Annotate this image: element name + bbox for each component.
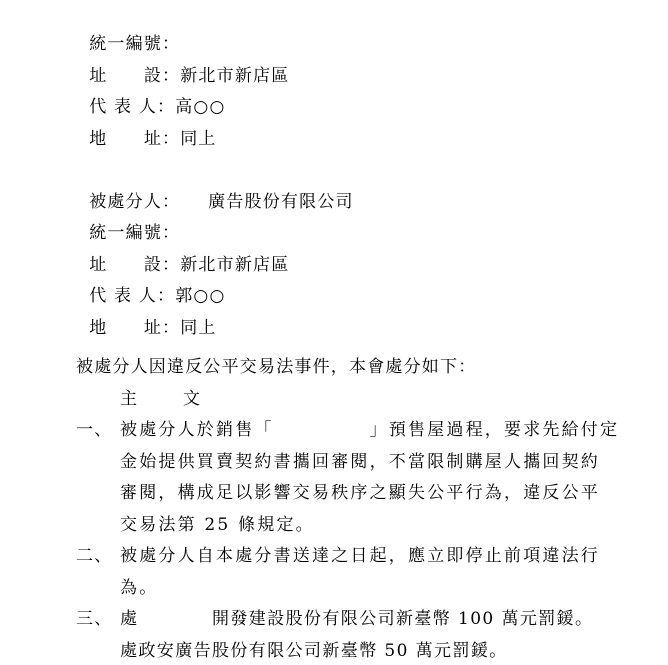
- field-value: 同上: [180, 129, 217, 149]
- field-value: 廣告股份有限公司: [171, 192, 354, 212]
- item-text-line: 為。: [120, 578, 159, 598]
- item-number: 三、: [76, 609, 113, 629]
- field-value: 新北市新店區: [180, 66, 290, 86]
- field-label: 地 址: [89, 129, 163, 149]
- item-text-line: 被處分人於銷售「 」預售屋過程，要求先給付定: [120, 420, 620, 440]
- field-colon: ：: [157, 286, 176, 306]
- item-number: 二、: [76, 546, 113, 566]
- field-label: 代 表 人: [89, 97, 158, 117]
- field-colon: ：: [162, 192, 172, 212]
- field-label: 統一編號: [89, 223, 163, 243]
- item-text-line: 處 開發建設股份有限公司新臺幣 100 萬元罰鍰。: [120, 609, 594, 629]
- field-label: 被處分人: [89, 192, 163, 212]
- field-value: 高○○: [175, 97, 226, 117]
- field-colon: ：: [162, 34, 181, 54]
- item-text-line: 審閱，構成足以影響交易秩序之顯失公平行為，違反公平: [120, 483, 600, 503]
- section-heading: 主 文: [120, 389, 204, 409]
- field-value: 新北市新店區: [180, 255, 290, 275]
- item-text-line: 處政安廣告股份有限公司新臺幣 50 萬元罰鍰。: [120, 641, 508, 661]
- field-value: 郭○○: [175, 286, 226, 306]
- field-address: [76, 292, 217, 340]
- field-label: 代 表 人: [89, 286, 158, 306]
- intro-text: 被處分人因違反公平交易法事件，本會處分如下：: [76, 357, 477, 377]
- field-colon: ：: [162, 255, 181, 275]
- field-label: 統一編號: [89, 34, 163, 54]
- field-colon: ：: [162, 66, 181, 86]
- field-colon: ：: [162, 318, 181, 338]
- item-text-line: 金始提供買賣契約書攜回審閱，不當限制購屋人攜回契約: [120, 452, 600, 472]
- item-number: 一、: [76, 420, 113, 440]
- field-colon: ：: [157, 97, 176, 117]
- field-value: 同上: [180, 318, 217, 338]
- field-address: [76, 103, 217, 151]
- field-label: 址 設: [89, 255, 163, 275]
- item-text-line: 交易法第 25 條規定。: [120, 515, 315, 535]
- field-label: 址 設: [89, 66, 163, 86]
- field-colon: ：: [162, 223, 181, 243]
- field-colon: ：: [162, 129, 181, 149]
- field-label: 地 址: [89, 318, 163, 338]
- item-text-line: 被處分人自本處分書送達之日起，應立即停止前項違法行: [120, 546, 600, 566]
